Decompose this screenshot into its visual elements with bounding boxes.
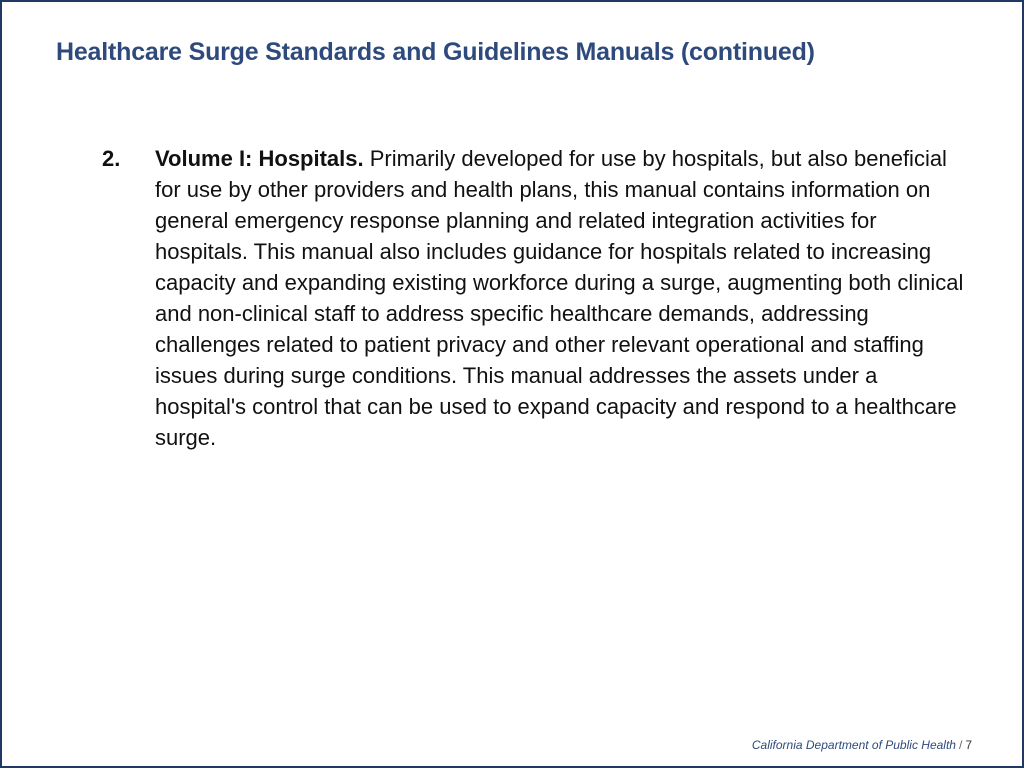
- list-item-number: 2.: [102, 146, 121, 171]
- list-item-text: Primarily developed for use by hospitals, but also beneficial for use by other providers and health plans, this manual contains information on general emergency response planning and related integration activities for hospitals. This manual also includes guidance for hospitals related to increasing capacity and expanding existing workforce during a surge, augmenting both clinical and non-clinical staff to address specific healthcare demands, addressing challenges related to patient privacy and other relevant operational and staffing issues during surge conditions. This manual addresses the assets under a hospital's control that can be used to expand capacity and respond to a healthcare surge.: [155, 146, 964, 450]
- list-item-body: [155, 143, 965, 453]
- list-item: [102, 143, 972, 453]
- footer-separator: /: [958, 738, 963, 752]
- slide-title: Healthcare Surge Standards and Guidelines Manuals (continued): [56, 38, 815, 66]
- list-item-heading: Volume I: Hospitals.: [155, 146, 364, 171]
- footer-organization: California Department of Public Health: [751, 738, 956, 752]
- footer: [752, 738, 972, 752]
- page-number: 7: [965, 738, 972, 752]
